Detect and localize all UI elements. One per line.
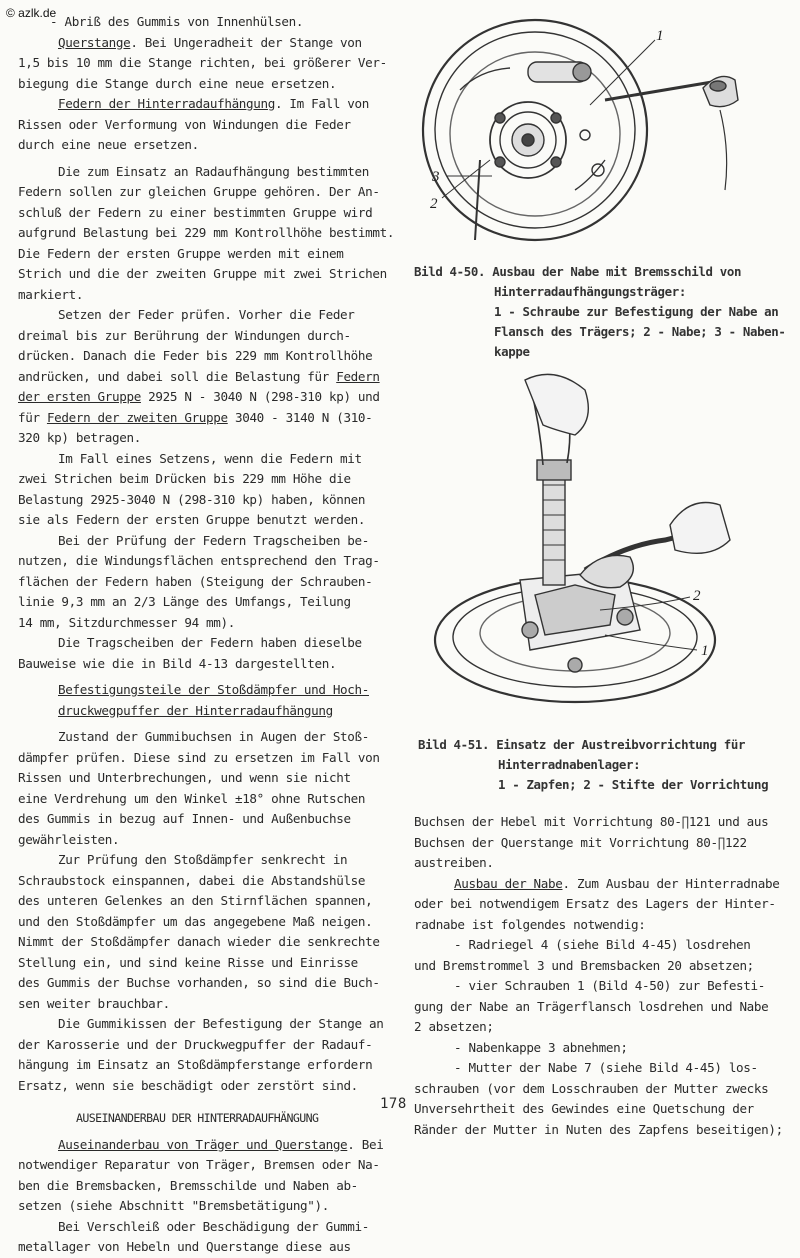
text-line: 2 absetzen; — [414, 1019, 494, 1034]
subheading: Ausbau der Nabe — [454, 875, 563, 891]
text-line: metallager von Hebeln und Querstange diese aus — [18, 1239, 351, 1254]
text-line: der ersten Gruppe 2925 N - 3040 N (298-310 kp) und — [18, 389, 380, 404]
text-line: linie 9,3 mm an 2/3 Länge des Umfangs, Teilung — [18, 594, 351, 609]
text-line: sen weiter brauchbar. — [18, 995, 170, 1011]
text-line: Setzen der Feder prüfen. Vorher die Feder — [58, 307, 355, 322]
text-line: Ränder der Mutter in Nuten des Zapfens beseitigen); — [414, 1121, 783, 1137]
text-line: notwendiger Reparatur von Träger, Bremsen oder Na- — [18, 1157, 380, 1172]
text-line: durch eine neue ersetzen. — [18, 137, 199, 152]
figure-4-50-caption: Bild 4-50. Ausbau der Nabe mit Bremsschild von Hinterradaufhängungsträger: 1 - Schraube zur Befestigung der Nabe an Flansch des Trägers; 2 - Nabe; 3 - Naben- kappe — [414, 264, 786, 359]
text-line: - vier Schrauben 1 (Bild 4-50) zur Befesti- — [454, 978, 765, 993]
section-heading: AUSEINANDERBAU DER HINTERRADAUFHÄNGUNG — [76, 1111, 319, 1125]
text-line: für Federn der zweiten Gruppe 3040 - 3140 N (310- — [18, 409, 373, 425]
figure-label: 3 — [432, 169, 440, 185]
text-line: schrauben (vor dem Losschrauben der Mutter zwecks — [414, 1080, 769, 1096]
text-line: oder bei notwendigem Ersatz des Lagers der Hinter- — [414, 896, 776, 911]
text-line: biegung die Stange durch eine neue ersetzen. — [18, 75, 337, 91]
text-line: und Bremstrommel 3 und Bremsbacken 20 absetzen; — [414, 957, 754, 973]
figure-label: 1 — [656, 28, 664, 44]
text-line: des Gummis in bezug auf Innen- und Außenbuchse — [18, 811, 351, 826]
text-line: Auseinanderbau von Träger und Querstange. Bei — [58, 1136, 384, 1152]
figure-label: 1 — [701, 643, 709, 659]
text-line: Schraubstock einspannen, dabei die Abstandshülse — [18, 872, 366, 888]
text-line: Die Federn der ersten Gruppe werden mit einem — [18, 245, 344, 261]
text-line: Buchsen der Hebel mit Vorrichtung 80-∏121 und aus — [414, 814, 769, 829]
subheading: Querstange — [58, 34, 131, 50]
text-line: 320 kp) betragen. — [18, 430, 141, 445]
text-line: hängung im Einsatz an Stoßdämpferstange erfordern — [18, 1057, 373, 1072]
watermark: © azlk.de — [6, 6, 57, 20]
text-line: zwei Strichen beim Drücken bis 229 mm Höhe die — [18, 471, 351, 486]
text-line: 1,5 bis 10 mm die Stange richten, bei größerer Ver- — [18, 55, 387, 70]
text-line: - Nabenkappe 3 abnehmen; — [454, 1039, 628, 1055]
text-line: nutzen, die Windungsflächen entsprechend den Trag- — [18, 553, 380, 568]
text-line: Ersatz, wenn sie beschädigt oder zerstört sind. — [18, 1077, 358, 1093]
right-column — [414, 812, 786, 1140]
text-line: des Gummis der Buchse vorhanden, so sind die Buch- — [18, 975, 380, 990]
text-line: Rissen oder Verformung von Windungen die Feder — [18, 116, 351, 132]
text-line: Strich und die der zweiten Gruppe mit zwei Strichen — [18, 266, 387, 281]
figure-label: 2 — [430, 196, 438, 212]
subheading: Auseinanderbau von Träger und Querstange — [58, 1136, 348, 1152]
text-line: Ausbau der Nabe. Zum Ausbau der Hinterradnabe — [454, 875, 780, 891]
text-line: - Radriegel 4 (siehe Bild 4-45) losdrehen — [454, 937, 751, 952]
text-line: Federn sollen zur gleichen Gruppe gehören. Der An- — [18, 184, 380, 199]
text-line: Die Tragscheiben der Federn haben dieselbe — [58, 635, 362, 650]
subheading: druckwegpuffer der Hinterradaufhängung — [58, 702, 333, 718]
text-line: gewährleisten. — [18, 831, 120, 847]
text-line: schluß der Federn zu einer bestimmten Gruppe wird — [18, 204, 373, 220]
text-line: aufgrund Belastung bei 229 mm Kontrollhöhe bestimmt. — [18, 225, 395, 240]
text-line: setzen (siehe Abschnitt "Bremsbetätigung"). — [18, 1198, 329, 1213]
text-line: drücken. Danach die Feder bis 229 mm Kontrollhöhe — [18, 348, 373, 363]
text-line: Die zum Einsatz an Radaufhängung bestimmten — [58, 163, 369, 179]
subheading: Federn der Hinterradaufhängung — [58, 96, 275, 111]
text-line: Rissen und Unterbrechungen, und wenn sie nicht — [18, 770, 351, 785]
text-line: Buchsen der Querstange mit Vorrichtung 80-∏122 — [414, 834, 747, 850]
text-line: Belastung 2925-3040 N (298-310 kp) haben, können — [18, 491, 366, 507]
text-line: Zustand der Gummibuchsen in Augen der Stoß- — [58, 729, 369, 744]
text-line: Im Fall eines Setzens, wenn die Federn mit — [58, 450, 362, 466]
figure-4-51-bearing-puller — [425, 365, 735, 710]
text-line: sie als Federn der ersten Gruppe benutzt werden. — [18, 512, 366, 527]
text-line: Bei der Prüfung der Federn Tragscheiben be- — [58, 532, 369, 548]
text-line: markiert. — [18, 286, 84, 302]
page-number: 178 — [380, 1096, 407, 1112]
text-line: Bauweise wie die in Bild 4-13 dargestellten. — [18, 655, 337, 671]
text-line: austreiben. — [414, 855, 494, 870]
text-line: eine Verdrehung um den Winkel ±18° ohne Rutschen — [18, 790, 366, 806]
text-line: Stellung ein, und sind keine Risse und Einrisse — [18, 954, 358, 970]
text-line: Bei Verschleiß oder Beschädigung der Gummi- — [58, 1218, 369, 1234]
text-line: - Abriß des Gummis von Innenhülsen. — [50, 14, 304, 29]
text-line: und den Stoßdämpfer um das angegebene Maß neigen. — [18, 913, 373, 929]
text-line: Nimmt der Stoßdämpfer danach wieder die senkrechte — [18, 934, 380, 949]
subheading: Befestigungsteile der Stoßdämpfer und Hoch- — [58, 682, 369, 697]
text-line: andrücken, und dabei soll die Belastung für Federn — [18, 368, 380, 384]
text-line: flächen der Federn haben (Steigung der Schrauben- — [18, 573, 373, 589]
text-line: - Mutter der Nabe 7 (siehe Bild 4-45) los- — [454, 1060, 758, 1075]
text-line: radnabe ist folgendes notwendig: — [414, 916, 646, 932]
text-line: Querstange. Bei Ungeradheit der Stange von — [58, 34, 362, 50]
text-line: dämpfer prüfen. Diese sind zu ersetzen im Fall von — [18, 749, 380, 765]
figure-4-51-caption: Bild 4-51. Einsatz der Austreibvorrichtung für Hinterradnabenlager: 1 - Zapfen; 2 - Stifte der Vorrichtung — [418, 737, 769, 792]
text-line: Unversehrtheit des Gewindes eine Quetschung der — [414, 1101, 754, 1116]
figure-4-50-hub-removal — [420, 10, 740, 250]
text-line: ben die Bremsbacken, Bremsschilde und Naben ab- — [18, 1177, 358, 1193]
text-line: gung der Nabe an Trägerflansch losdrehen und Nabe — [414, 998, 769, 1014]
text-line: Zur Prüfung den Stoßdämpfer senkrecht in — [58, 852, 348, 867]
text-line: der Karosserie und der Druckwegpuffer der Radauf- — [18, 1036, 373, 1052]
text-line: Federn der Hinterradaufhängung. Im Fall von — [58, 96, 369, 111]
text-line: dreimal bis zur Berührung der Windungen durch- — [18, 327, 351, 343]
figure-label: 2 — [693, 588, 701, 604]
text-line: des unteren Gelenkes an den Stirnflächen spannen, — [18, 893, 373, 908]
text-line: Die Gummikissen der Befestigung der Stange an — [58, 1016, 384, 1031]
text-line: 14 mm, Sitzdurchmesser 94 mm). — [18, 614, 235, 630]
